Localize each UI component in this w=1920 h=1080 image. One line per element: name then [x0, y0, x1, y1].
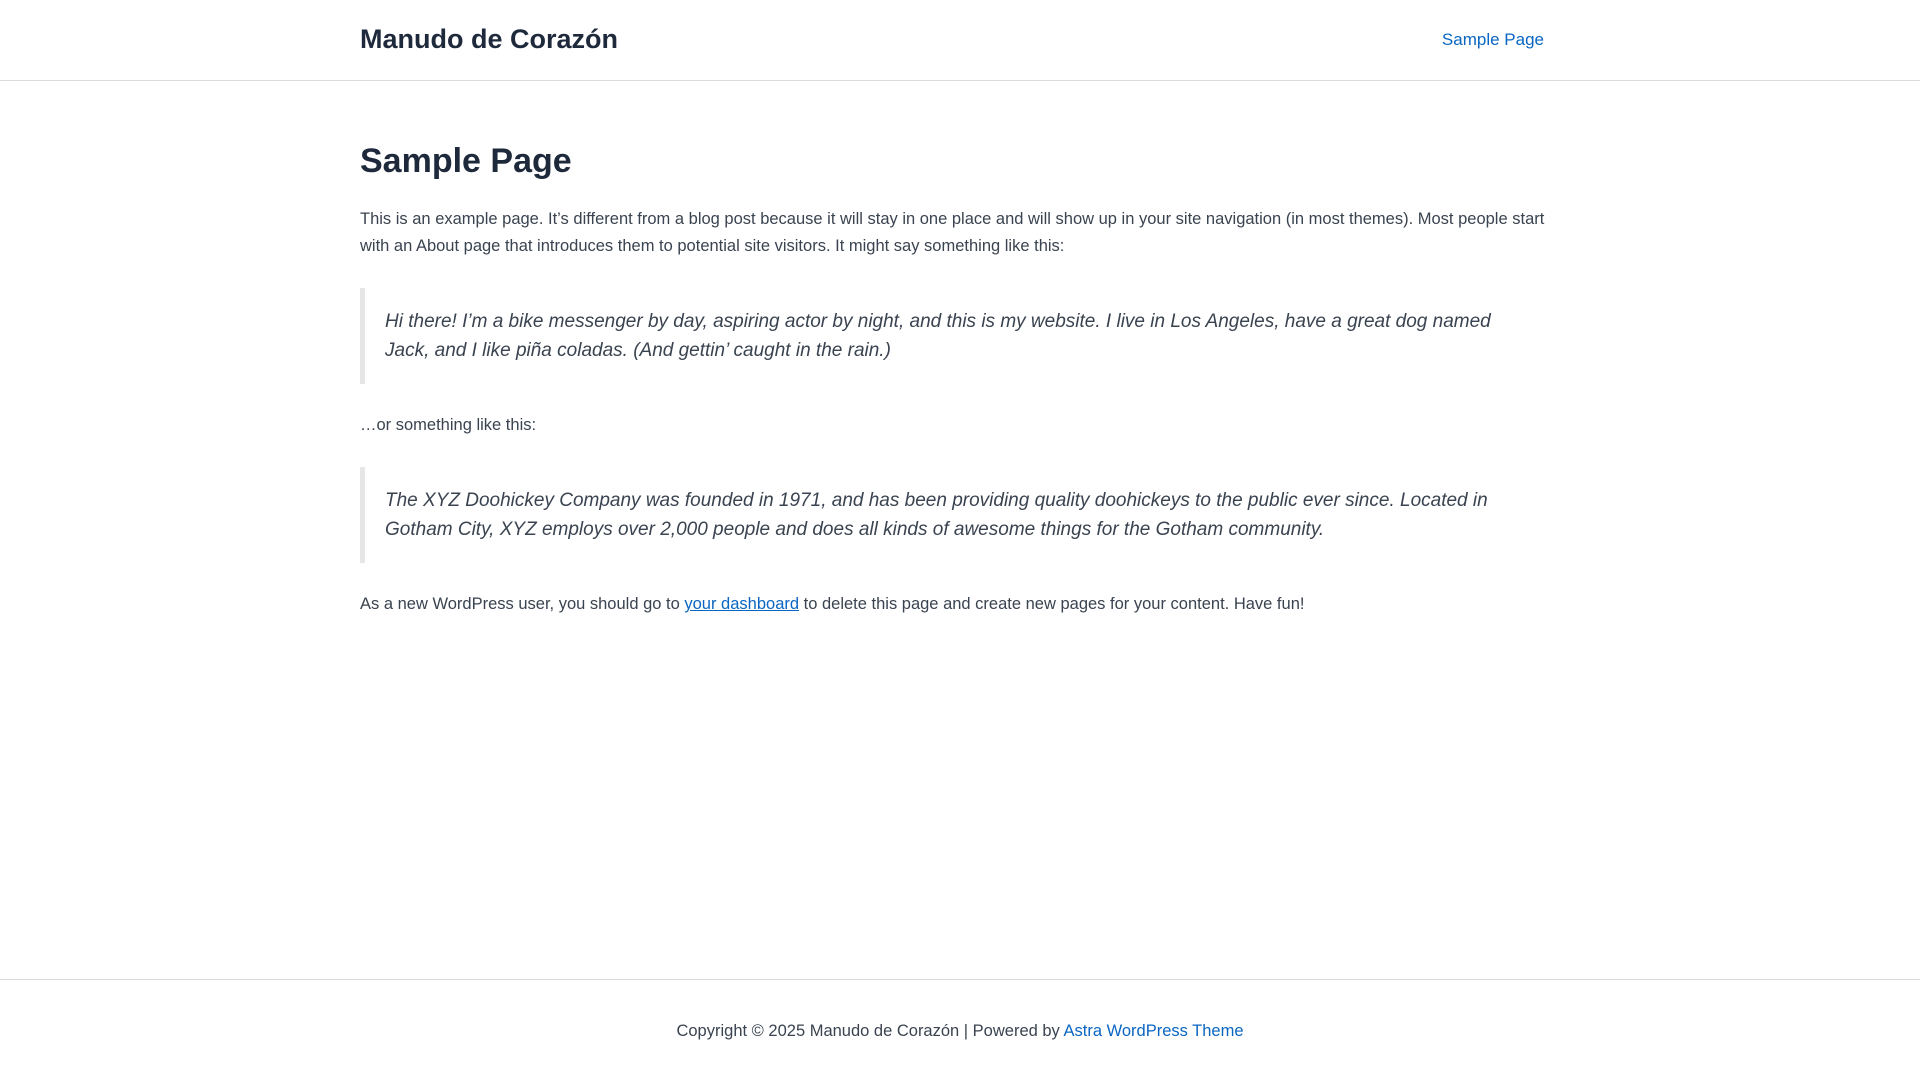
blockquote-xyz-company [360, 467, 1558, 563]
dashboard-link[interactable]: your dashboard [684, 595, 800, 613]
site-footer [0, 979, 1920, 1080]
blockquote-text: The XYZ Doohickey Company was founded in 1971, and has been providing quality doohickeys to the public ever since. Located in Gotham City, XYZ employs over 2,000 people and does all kinds of awesome things for the Gotham community. [385, 490, 1488, 540]
closing-text-before: As a new WordPress user, you should go to [360, 595, 685, 613]
site-header [0, 0, 1920, 81]
site-title-link[interactable]: Manudo de Corazón [360, 24, 618, 54]
footer-copyright [0, 1020, 1920, 1042]
blockquote-text: Hi there! I’m a bike messenger by day, aspiring actor by night, and this is my website. I live in Los Angeles, have a great dog named Jack, and I like piña coladas. (And gettin’ caught in the rain.) [385, 311, 1491, 361]
blockquote-bike-messenger [360, 288, 1558, 384]
closing-text-after: to delete this page and create new pages for your content. Have fun! [799, 595, 1305, 613]
copyright-text: Copyright © 2025 Manudo de Corazón | Powered by [676, 1022, 1064, 1040]
astra-theme-link[interactable]: Astra WordPress Theme [1063, 1022, 1244, 1040]
page-title: Sample Page [360, 142, 572, 180]
closing-paragraph [360, 591, 1558, 618]
intro-paragraph: This is an example page. It’s different from a blog post because it will stay in one place and will show up in your site navigation (in most themes). Most people start with an About page that introduces them to potential site visitors. It might say something like this: [360, 210, 1545, 255]
main-content [360, 140, 1558, 618]
nav-item-sample-page[interactable]: Sample Page [1441, 30, 1544, 49]
middle-paragraph: …or something like this: [360, 416, 537, 434]
